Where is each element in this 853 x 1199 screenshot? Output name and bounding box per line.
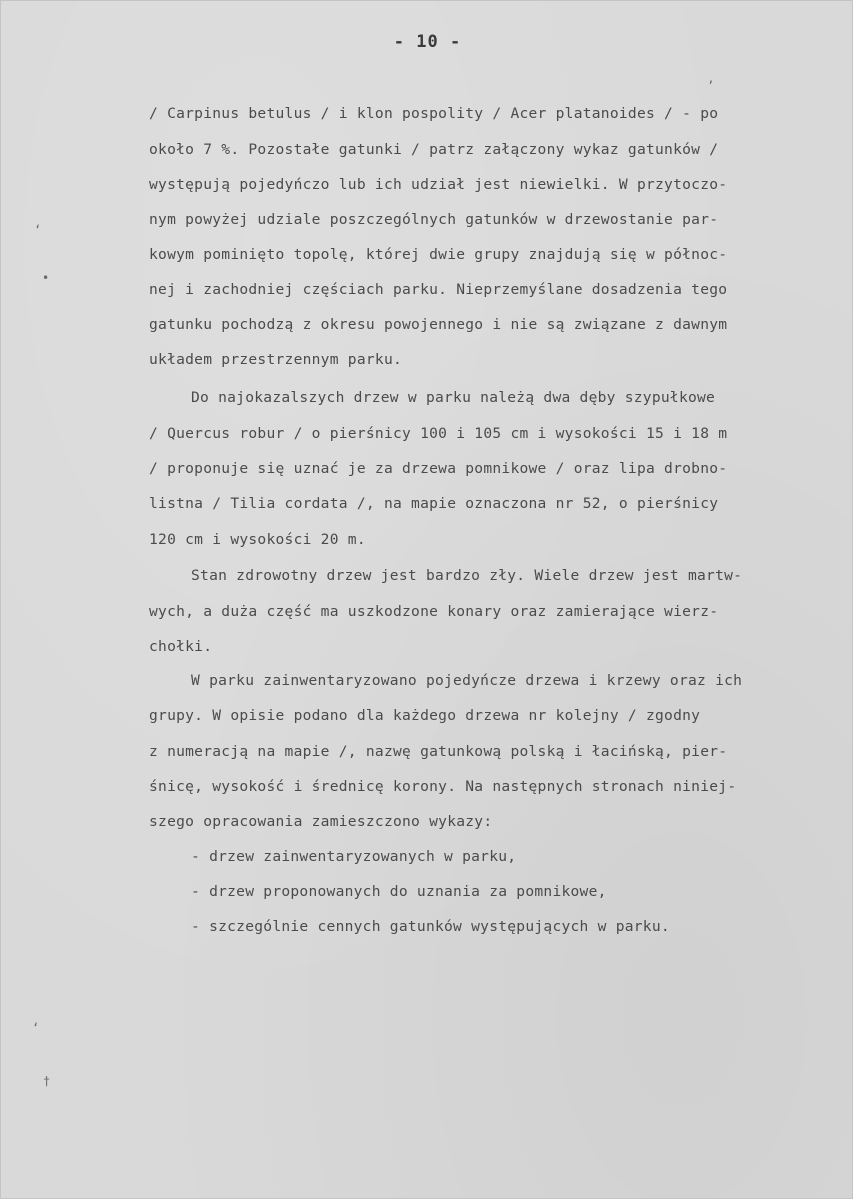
text-line: Do najokazalszych drzew w parku należą dwa dęby szypułkowe [191, 389, 716, 406]
text-line: układem przestrzennym parku. [149, 351, 403, 368]
text-line: chołki. [149, 638, 213, 655]
list-item: - drzew zainwentaryzowanych w parku, [191, 848, 517, 865]
scan-speck-mark: ‘ [32, 1021, 40, 1035]
scan-speck-mark: ’ [707, 79, 715, 93]
text-line: / Carpinus betulus / i klon pospolity / Acer platanoides / - po [149, 105, 719, 122]
scan-speck-mark: ‘ [34, 223, 42, 237]
text-line: grupy. W opisie podano dla każdego drzewa nr kolejny / zgodny [149, 707, 701, 724]
text-line: 120 cm i wysokości 20 m. [149, 531, 366, 548]
text-line: Stan zdrowotny drzew jest bardzo zły. Wiele drzew jest martw- [191, 567, 743, 584]
text-line: nej i zachodniej częściach parku. Nieprzemyślane dosadzenia tego [149, 281, 728, 298]
list-item: - drzew proponowanych do uznania za pomnikowe, [191, 883, 607, 900]
list-item: - szczególnie cennych gatunków występujących w parku. [191, 918, 670, 935]
text-line: występują pojedyńczo lub ich udział jest niewielki. W przytoczo- [149, 176, 728, 193]
text-line: szego opracowania zamieszczono wykazy: [149, 813, 493, 830]
text-line: listna / Tilia cordata /, na mapie oznaczona nr 52, o pierśnicy [149, 495, 719, 512]
page-number: - 10 - [393, 32, 462, 52]
text-line: wych, a duża część ma uszkodzone konary oraz zamierające wierz- [149, 603, 719, 620]
scan-speck-mark: • [42, 271, 50, 285]
text-line: W parku zainwentaryzowano pojedyńcze drzewa i krzewy oraz ich [191, 672, 743, 689]
text-line: / proponuje się uznać je za drzewa pomnikowe / oraz lipa drobno- [149, 460, 728, 477]
text-line: nym powyżej udziale poszczególnych gatunków w drzewostanie par- [149, 211, 719, 228]
scan-speck-mark: † [43, 1074, 51, 1088]
text-line: gatunku pochodzą z okresu powojennego i nie są związane z dawnym [149, 316, 728, 333]
text-line: około 7 %. Pozostałe gatunki / patrz załączony wykaz gatunków / [149, 141, 719, 158]
text-line: / Quercus robur / o pierśnicy 100 i 105 cm i wysokości 15 i 18 m [149, 425, 728, 442]
text-line: śnicę, wysokość i średnicę korony. Na następnych stronach niniej- [149, 778, 737, 795]
text-line: z numeracją na mapie /, nazwę gatunkową polską i łacińską, pier- [149, 743, 728, 760]
text-line: kowym pominięto topolę, której dwie grupy znajdują się w północ- [149, 246, 728, 263]
